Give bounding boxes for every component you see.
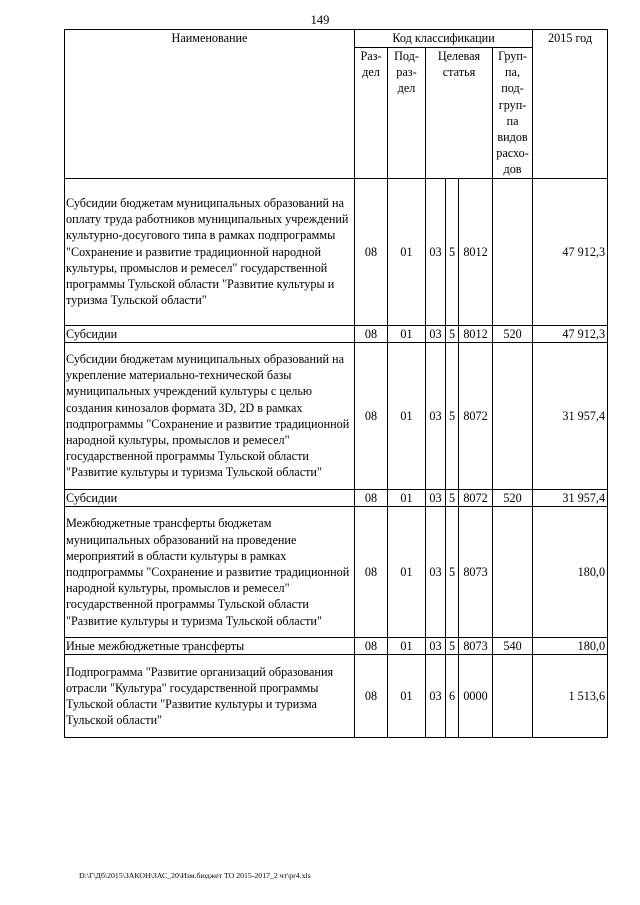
row-program-code: 03 (426, 342, 446, 489)
row-section: 08 (355, 655, 388, 738)
row-subprogram-code: 5 (446, 507, 459, 638)
table-row (65, 638, 608, 655)
row-name: Субсидии бюджетам муниципальных образований на укрепление материально-технической базы муниципальных учреждений культуры с целью создания кинозалов формата 3D, 2D в рамках подпрограммы "Сохранение и развитие традиционной народной культуры, промыслов и ремесел" государственной программы Тульской области "Развитие культуры и туризма Тульской области" (65, 342, 355, 489)
row-program-code: 03 (426, 507, 446, 638)
header-section: Раз- дел (355, 48, 388, 179)
row-section: 08 (355, 178, 388, 325)
row-expense-group (493, 507, 533, 638)
row-amount: 180,0 (533, 507, 608, 638)
row-direction-code: 0000 (459, 655, 493, 738)
row-subsection: 01 (388, 507, 426, 638)
row-name: Субсидии (65, 325, 355, 342)
row-amount: 180,0 (533, 638, 608, 655)
budget-table (64, 29, 608, 738)
row-name: Иные межбюджетные трансферты (65, 638, 355, 655)
row-section: 08 (355, 489, 388, 506)
row-subprogram-code: 5 (446, 342, 459, 489)
table-row (65, 325, 608, 342)
header-year: 2015 год (533, 30, 608, 179)
row-expense-group: 540 (493, 638, 533, 655)
row-name: Межбюджетные трансферты бюджетам муниципальных образований на проведение мероприятий в области культуры в рамках подпрограммы "Сохранение и развитие традиционной народной культуры, промыслов и ремесел" государственной программы Тульской области "Развитие культуры и туризма Тульской области" (65, 507, 355, 638)
row-expense-group (493, 178, 533, 325)
row-section: 08 (355, 325, 388, 342)
row-subsection: 01 (388, 325, 426, 342)
row-section: 08 (355, 638, 388, 655)
row-direction-code: 8073 (459, 638, 493, 655)
row-direction-code: 8073 (459, 507, 493, 638)
row-expense-group: 520 (493, 325, 533, 342)
row-subsection: 01 (388, 489, 426, 506)
row-program-code: 03 (426, 489, 446, 506)
row-name: Подпрограмма "Развитие организаций образования отрасли "Культура" государственной программы Тульской области "Развитие культуры и туризма Тульской области" (65, 655, 355, 738)
table-row (65, 489, 608, 506)
row-name: Субсидии (65, 489, 355, 506)
header-target-article: Целевая статья (426, 48, 493, 179)
row-subsection: 01 (388, 342, 426, 489)
row-subprogram-code: 5 (446, 178, 459, 325)
table-row (65, 507, 608, 638)
row-subprogram-code: 5 (446, 638, 459, 655)
row-amount: 1 513,6 (533, 655, 608, 738)
header-classification: Код классификации (355, 30, 533, 48)
row-program-code: 03 (426, 325, 446, 342)
row-amount: 31 957,4 (533, 489, 608, 506)
row-amount: 31 957,4 (533, 342, 608, 489)
header-subsection: Под- раз- дел (388, 48, 426, 179)
header-expense-group: Груп- па, под- груп- па видов расхо- дов (493, 48, 533, 179)
row-subsection: 01 (388, 655, 426, 738)
row-direction-code: 8012 (459, 325, 493, 342)
table-row (65, 342, 608, 489)
header-name: Наименование (65, 30, 355, 179)
row-program-code: 03 (426, 638, 446, 655)
row-subsection: 01 (388, 638, 426, 655)
row-subprogram-code: 5 (446, 489, 459, 506)
row-subsection: 01 (388, 178, 426, 325)
table-row (65, 178, 608, 325)
row-amount: 47 912,3 (533, 325, 608, 342)
row-section: 08 (355, 507, 388, 638)
table-header (65, 30, 608, 179)
row-name: Субсидии бюджетам муниципальных образований на оплату труда работников муниципальных учреждений культурно-досугового типа в рамках подпрограммы "Сохранение и развитие традиционной народной культуры, промыслов и ремесел" государственной программы Тульской области "Развитие культуры и туризма Тульской области" (65, 178, 355, 325)
row-direction-code: 8072 (459, 489, 493, 506)
table-row (65, 655, 608, 738)
row-direction-code: 8072 (459, 342, 493, 489)
row-direction-code: 8012 (459, 178, 493, 325)
row-program-code: 03 (426, 178, 446, 325)
row-expense-group (493, 342, 533, 489)
row-expense-group: 520 (493, 489, 533, 506)
row-subprogram-code: 6 (446, 655, 459, 738)
page-number: 149 (310, 13, 330, 27)
row-section: 08 (355, 342, 388, 489)
row-subprogram-code: 5 (446, 325, 459, 342)
file-path-footer: D:\Г\Дб\2015\ЗАКОН\ЗАС_20\Изм.бюджет ТО 2015-2017_2 чт\pr4.xls (79, 871, 311, 880)
row-amount: 47 912,3 (533, 178, 608, 325)
row-expense-group (493, 655, 533, 738)
row-program-code: 03 (426, 655, 446, 738)
